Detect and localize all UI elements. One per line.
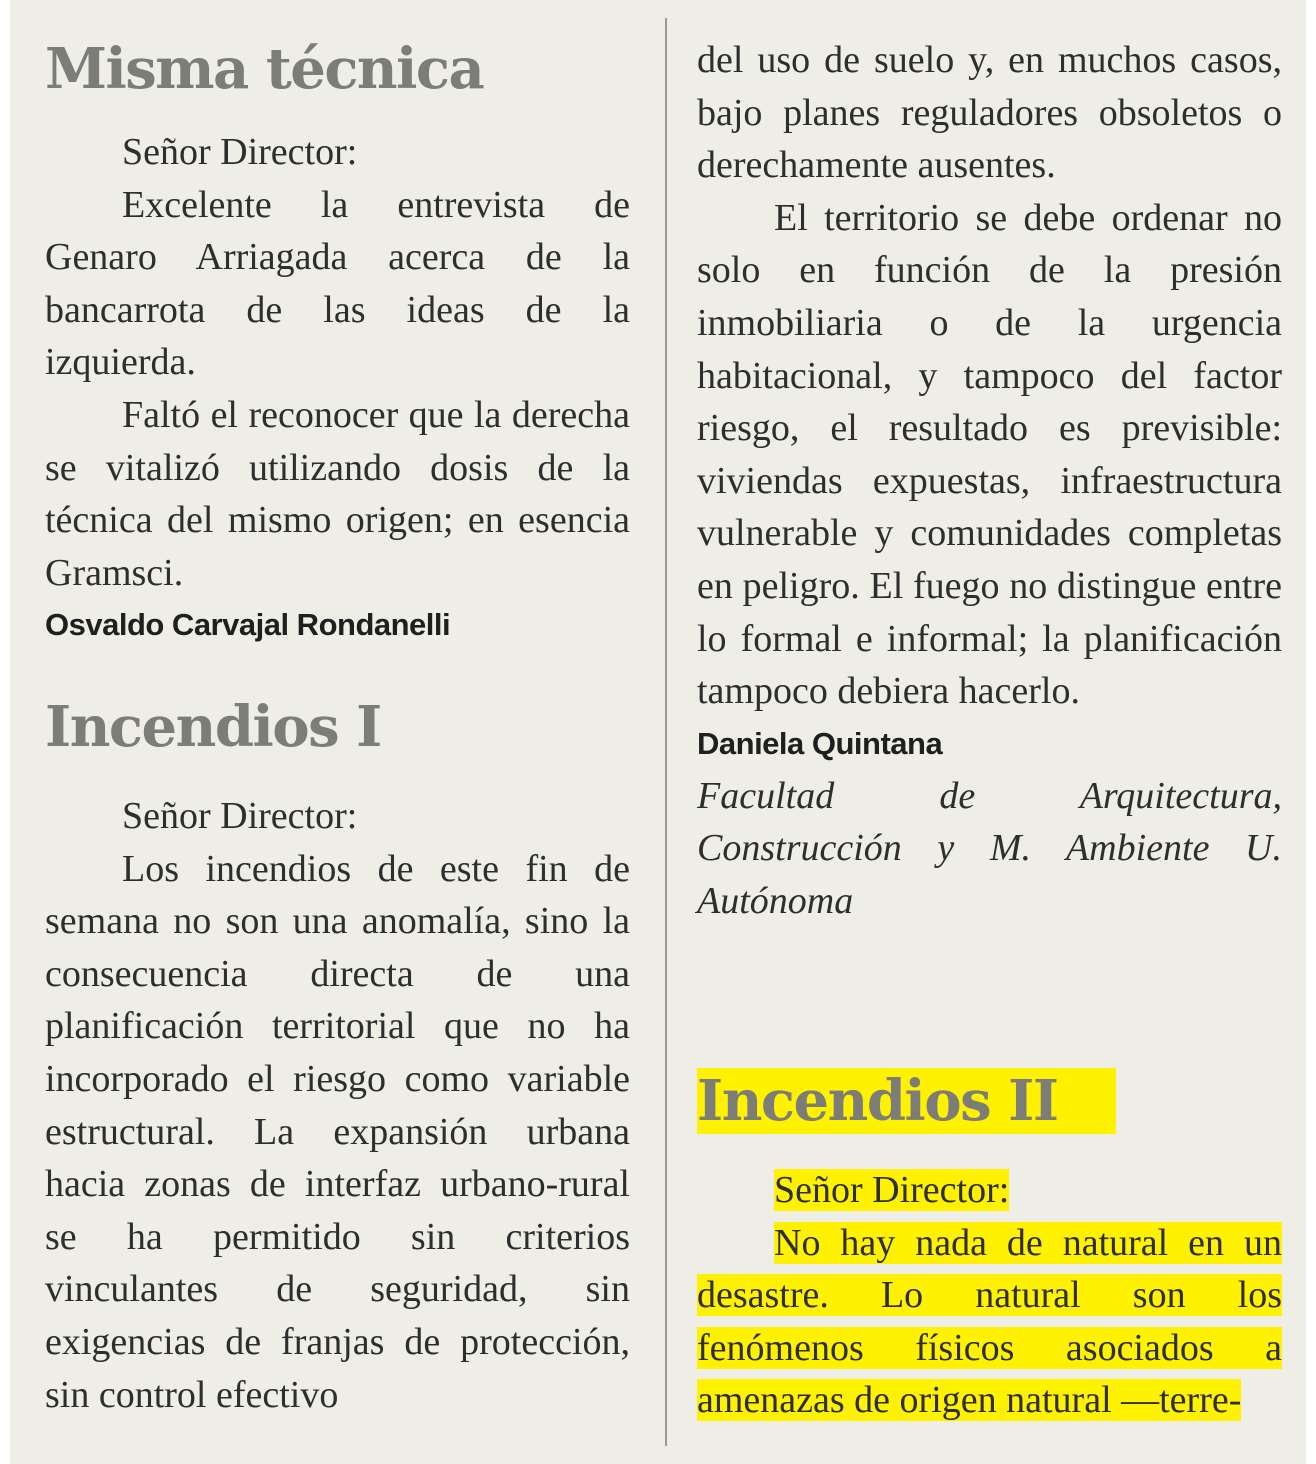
letter-body xyxy=(697,1164,1282,1427)
author-affiliation: Facultad de Arquitectura, Construcción y M. Ambiente U. Autónoma xyxy=(697,774,1282,922)
paragraph xyxy=(697,1217,1282,1427)
letter-incendios-i-continued xyxy=(697,34,1282,928)
letter-misma-tecnica xyxy=(45,36,630,651)
salutation: Señor Director: xyxy=(122,795,358,837)
newspaper-page xyxy=(10,0,1306,1464)
paragraph: Excelente la entrevista de Genaro Arriagada acerca de la bancarrota de las ideas de la izquierda. xyxy=(45,183,630,384)
letter-body xyxy=(45,126,630,599)
letter-title: Incendios I xyxy=(45,694,381,760)
paragraph-continuation: del uso de suelo y, en muchos casos, bajo planes reguladores obsoletos o derechamente ausentes. xyxy=(697,39,1282,187)
letter-incendios-ii xyxy=(697,1068,1282,1427)
letter-body xyxy=(697,34,1282,718)
column-divider xyxy=(665,18,667,1446)
letter-body xyxy=(45,790,630,1421)
letter-title: Misma técnica xyxy=(45,36,484,102)
letter-author: Osvaldo Carvajal Rondanelli xyxy=(45,607,451,643)
letter-author: Daniela Quintana xyxy=(697,725,943,761)
highlighted-text: No hay nada de natural en un desastre. Lo natural son los fenómenos físicos asociados a amenazas de origen natural —terre- xyxy=(697,1221,1282,1422)
letter-incendios-i xyxy=(45,694,630,1421)
paragraph: Faltó el reconocer que la derecha se vitalizó utilizando dosis de la técnica del mismo origen; en esencia Gramsci. xyxy=(45,393,630,594)
paragraph: Los incendios de este fin de semana no son una anomalía, sino la consecuencia directa de una planificación territorial que no ha incorporado el riesgo como variable estructural. La expansión urbana hacia zonas de interfaz urbano-rural se ha permitido sin criterios vinculantes de seguridad, sin exigencias de franjas de protección, sin control efectivo xyxy=(45,847,630,1416)
paragraph: El territorio se debe ordenar no solo en función de la presión inmobiliaria o de la urgencia habitacional, y tampoco del factor riesgo, el resultado es previsible: viviendas expuestas, infraestructura vulnerable y comunidades completas en peligro. El fuego no distingue entre lo formal e informal; la planificación tampoco debiera hacerlo. xyxy=(697,196,1282,713)
highlight-heading xyxy=(697,1068,1116,1134)
letter-title: Incendios II xyxy=(697,1068,1058,1134)
salutation xyxy=(697,1164,1282,1217)
salutation: Señor Director: xyxy=(122,131,358,173)
highlighted-text: Señor Director: xyxy=(774,1169,1010,1211)
